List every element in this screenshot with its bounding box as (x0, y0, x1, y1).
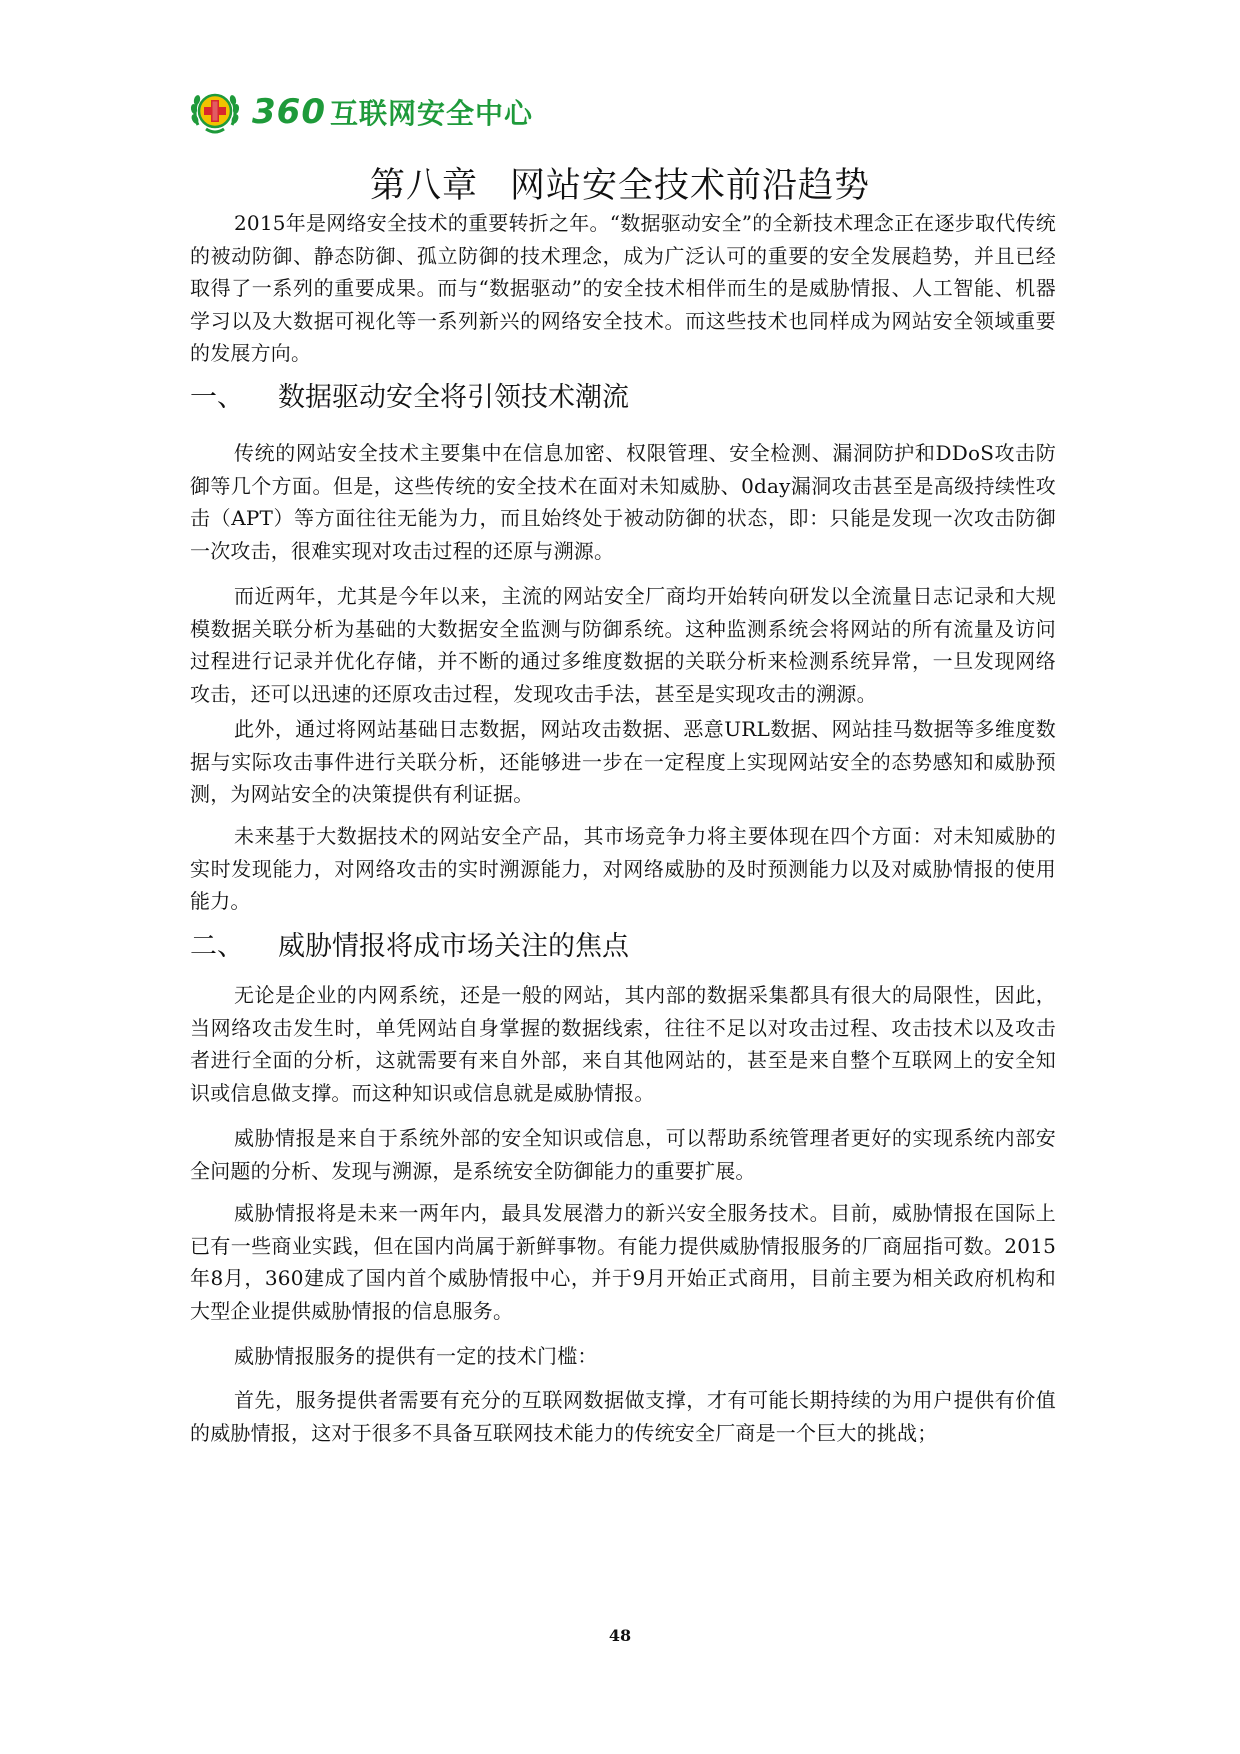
section-1-paragraph-3: 此外，通过将网站基础日志数据，网站攻击数据、恶意URL数据、网站挂马数据等多维度数据与实际攻击事件进行关联分析，还能够进一步在一定程度上实现网站安全的态势感知和威胁预测，为网站安全的决策提供有利证据。 (190, 717, 1056, 806)
emblem-icon (188, 85, 242, 139)
section-2-paragraph-5: 首先，服务提供者需要有充分的互联网数据做支撑，才有可能长期持续的为用户提供有价值的威胁情报，这对于很多不具备互联网技术能力的传统安全厂商是一个巨大的挑战； (190, 1388, 1056, 1445)
section-1-paragraph-2: 而近两年，尤其是今年以来，主流的网站安全厂商均开始转向研发以全流量日志记录和大规模数据关联分析为基础的大数据安全监测与防御系统。这种监测系统会将网站的所有流量及访问过程进行记录并优化存储，并不断的通过多维度数据的关联分析来检测系统异常，一旦发现网络攻击，还可以迅速的还原攻击过程，发现攻击手法，甚至是实现攻击的溯源。 (190, 584, 1056, 706)
intro-paragraph: 2015年是网络安全技术的重要转折之年。“数据驱动安全”的全新技术理念正在逐步取代传统的被动防御、静态防御、孤立防御的技术理念，成为广泛认可的重要的安全发展趋势，并且已经取得了一系列的重要成果。而与“数据驱动”的安全技术相伴而生的是威胁情报、人工智能、机器学习以及大数据可视化等一系列新兴的网络安全技术。而这些技术也同样成为网站安全领域重要的发展方向。 (190, 211, 1056, 365)
section-2-paragraph-1: 无论是企业的内网系统，还是一般的网站，其内部的数据采集都具有很大的局限性，因此，当网络攻击发生时，单凭网站自身掌握的数据线索，往往不足以对攻击过程、攻击技术以及攻击者进行全面的分析，这就需要有来自外部，来自其他网站的，甚至是来自整个互联网上的安全知识或信息做支撑。而这种知识或信息就是威胁情报。 (190, 983, 1056, 1105)
section-2-heading (190, 927, 1056, 967)
chapter-title (0, 158, 1240, 208)
section-1-paragraph-1: 传统的网站安全技术主要集中在信息加密、权限管理、安全检测、漏洞防护和DDoS攻击防御等几个方面。但是，这些传统的安全技术在面对未知威胁、0day漏洞攻击甚至是高级持续性攻击（APT）等方面往往无能为力，而且始终处于被动防御的状态，即：只能是发现一次攻击防御一次攻击，很难实现对攻击过程的还原与溯源。 (190, 441, 1056, 563)
section-1-heading (190, 378, 1056, 418)
section-2-paragraph-2: 威胁情报是来自于系统外部的安全知识或信息，可以帮助系统管理者更好的实现系统内部安全问题的分析、发现与溯源，是系统安全防御能力的重要扩展。 (190, 1126, 1056, 1183)
header-logo (188, 84, 533, 140)
section-1-number: 一、 (190, 382, 244, 413)
section-1-title: 数据驱动安全将引领技术潮流 (278, 382, 629, 413)
section-2-title: 威胁情报将成市场关注的焦点 (278, 931, 629, 962)
chapter-heading: 网站安全技术前沿趋势 (510, 166, 871, 206)
page-number: 48 (608, 1626, 632, 1645)
section-2-paragraph-3: 威胁情报将是未来一两年内，最具发展潜力的新兴安全服务技术。目前，威胁情报在国际上已有一些商业实践，但在国内尚属于新鲜事物。有能力提供威胁情报服务的厂商屈指可数。2015年8月，360建成了国内首个威胁情报中心，并于9月开始正式商用，目前主要为相关政府机构和大型企业提供威胁情报的信息服务。 (190, 1201, 1056, 1323)
section-1-paragraph-4: 未来基于大数据技术的网站安全产品，其市场竞争力将主要体现在四个方面：对未知威胁的实时发现能力，对网络攻击的实时溯源能力，对网络威胁的及时预测能力以及对威胁情报的使用能力。 (190, 824, 1056, 913)
section-2-number: 二、 (190, 931, 244, 962)
logo-title: 互联网安全中心 (329, 97, 533, 130)
chapter-label: 第八章 (369, 166, 478, 206)
section-2-paragraph-4: 威胁情报服务的提供有一定的技术门槛： (234, 1344, 598, 1368)
logo-wordmark (252, 92, 533, 132)
logo-number: 360 (252, 92, 326, 132)
